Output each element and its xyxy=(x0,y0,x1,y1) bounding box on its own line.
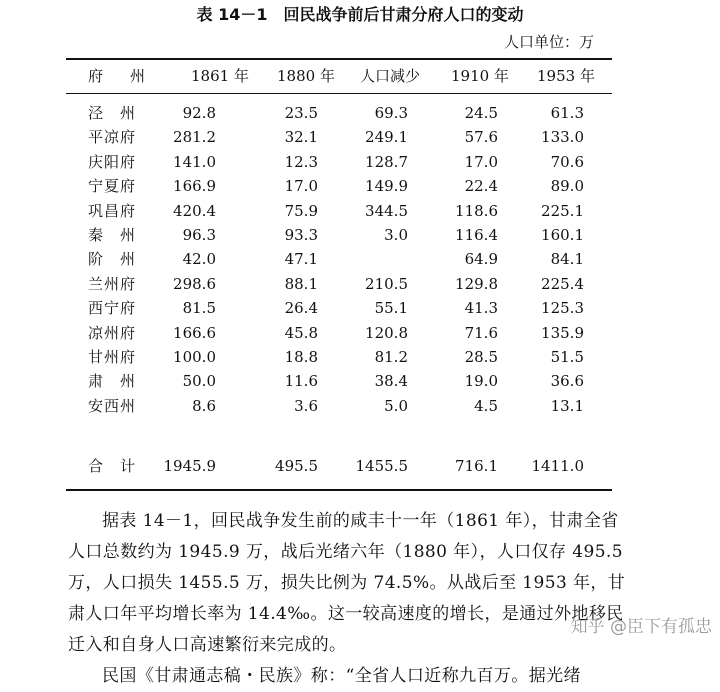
table-cell: 17.0 xyxy=(464,153,498,171)
table-top-rule xyxy=(66,58,612,60)
row-label: 安西州 xyxy=(88,397,137,415)
column-header: 1861 年 xyxy=(191,67,249,85)
table-cell: 84.1 xyxy=(550,250,584,268)
row-label: 兰州府 xyxy=(88,275,137,293)
table-cell: 160.1 xyxy=(541,226,584,244)
table-cell: 249.1 xyxy=(365,128,408,146)
table-header-rule xyxy=(66,93,612,94)
table-cell: 18.8 xyxy=(284,348,318,366)
paragraph-1: 据表 14－1，回民战争发生前的咸丰十一年（1861 年），甘肃全省人口总数约为 1945.9 万，战后光绪六年（1880 年），人口仅存 495.5 万，人口损失 1455.5 万，损失比例为 74.5%。从战后至 1953 年，甘肃人口年平均增长率为 14.4‰。这一较高速度的增长，是通过外地移民迁入和自身人口高速繁衍来完成的。 xyxy=(68,511,626,655)
table-cell: 8.6 xyxy=(192,397,216,415)
table-cell: 344.5 xyxy=(365,202,408,220)
table-cell: 51.5 xyxy=(550,348,584,366)
row-label: 平凉府 xyxy=(88,128,137,146)
unit-note: 人口单位：万 xyxy=(503,33,594,51)
table-cell: 55.1 xyxy=(374,299,408,317)
row-label: 西宁府 xyxy=(88,299,137,317)
total-cell: 495.5 xyxy=(275,457,318,475)
table-cell: 166.9 xyxy=(173,177,216,195)
table-cell: 149.9 xyxy=(365,177,408,195)
column-header: 1910 年 xyxy=(451,67,509,85)
table-cell: 75.9 xyxy=(284,202,318,220)
table-cell: 4.5 xyxy=(474,397,498,415)
table-cell: 45.8 xyxy=(284,324,318,342)
table-cell: 100.0 xyxy=(173,348,216,366)
row-label: 肃 州 xyxy=(88,372,137,390)
table-cell: 42.0 xyxy=(182,250,216,268)
table-cell: 36.6 xyxy=(550,372,584,390)
total-cell: 1455.5 xyxy=(355,457,408,475)
table-cell: 38.4 xyxy=(374,372,408,390)
total-label: 合 计 xyxy=(88,457,137,475)
table-cell: 88.1 xyxy=(284,275,318,293)
table-cell: 81.5 xyxy=(182,299,216,317)
table-cell: 116.4 xyxy=(455,226,498,244)
table-cell: 64.9 xyxy=(464,250,498,268)
table-cell: 118.6 xyxy=(455,202,498,220)
row-label: 秦 州 xyxy=(88,226,137,244)
row-label: 庆阳府 xyxy=(88,153,137,171)
table-cell: 70.6 xyxy=(550,153,584,171)
table-cell: 26.4 xyxy=(284,299,318,317)
total-cell: 716.1 xyxy=(455,457,498,475)
table-cell: 19.0 xyxy=(464,372,498,390)
table-cell: 57.6 xyxy=(464,128,498,146)
table-cell: 125.3 xyxy=(541,299,584,317)
table-cell: 17.0 xyxy=(284,177,318,195)
table-cell: 50.0 xyxy=(182,372,216,390)
watermark: 知乎 @臣下有孤忠 xyxy=(570,617,712,637)
table-cell: 135.9 xyxy=(541,324,584,342)
table-cell: 128.7 xyxy=(365,153,408,171)
table-cell: 210.5 xyxy=(365,275,408,293)
table-cell: 71.6 xyxy=(464,324,498,342)
table-cell: 41.3 xyxy=(464,299,498,317)
table-cell: 13.1 xyxy=(550,397,584,415)
row-label: 泾 州 xyxy=(88,104,137,122)
table-cell: 24.5 xyxy=(464,104,498,122)
table-cell: 47.1 xyxy=(284,250,318,268)
table-cell: 298.6 xyxy=(173,275,216,293)
table-cell: 12.3 xyxy=(284,153,318,171)
table-title: 表 14－1 回民战争前后甘肃分府人口的变动 xyxy=(196,5,524,24)
table-cell: 92.8 xyxy=(182,104,216,122)
table-cell: 3.0 xyxy=(384,226,408,244)
row-label: 甘州府 xyxy=(88,348,137,366)
table-cell: 11.6 xyxy=(284,372,318,390)
table-cell: 96.3 xyxy=(182,226,216,244)
table-cell: 23.5 xyxy=(284,104,318,122)
total-cell: 1411.0 xyxy=(531,457,584,475)
table-cell: 225.4 xyxy=(541,275,584,293)
column-header: 人口减少 xyxy=(359,67,420,85)
row-label: 宁夏府 xyxy=(88,177,137,195)
table-cell: 225.1 xyxy=(541,202,584,220)
column-header: 1953 年 xyxy=(537,67,595,85)
table-cell: 166.6 xyxy=(173,324,216,342)
table-cell: 22.4 xyxy=(464,177,498,195)
table-cell: 420.4 xyxy=(173,202,216,220)
column-header: 1880 年 xyxy=(277,67,335,85)
table-cell xyxy=(340,247,408,271)
table-cell: 5.0 xyxy=(384,397,408,415)
paragraph-2: 民国《甘肃通志稿・民族》称：“全省人口近称九百万。据光绪 xyxy=(102,666,581,686)
table-cell: 141.0 xyxy=(173,153,216,171)
table-cell: 81.2 xyxy=(374,348,408,366)
row-label: 巩昌府 xyxy=(88,202,137,220)
body-text xyxy=(68,506,628,692)
table-cell: 93.3 xyxy=(284,226,318,244)
column-header: 府 州 xyxy=(88,67,152,85)
row-label: 凉州府 xyxy=(88,324,137,342)
table-cell: 69.3 xyxy=(374,104,408,122)
row-label: 阶 州 xyxy=(88,250,137,268)
table-cell: 89.0 xyxy=(550,177,584,195)
total-cell: 1945.9 xyxy=(163,457,216,475)
table-cell: 281.2 xyxy=(173,128,216,146)
table-cell: 61.3 xyxy=(550,104,584,122)
table-cell: 120.8 xyxy=(365,324,408,342)
table-cell: 3.6 xyxy=(294,397,318,415)
table-cell: 129.8 xyxy=(455,275,498,293)
table-bottom-rule xyxy=(66,489,612,491)
table-cell: 32.1 xyxy=(284,128,318,146)
table-cell: 133.0 xyxy=(541,128,584,146)
table-cell: 28.5 xyxy=(464,348,498,366)
